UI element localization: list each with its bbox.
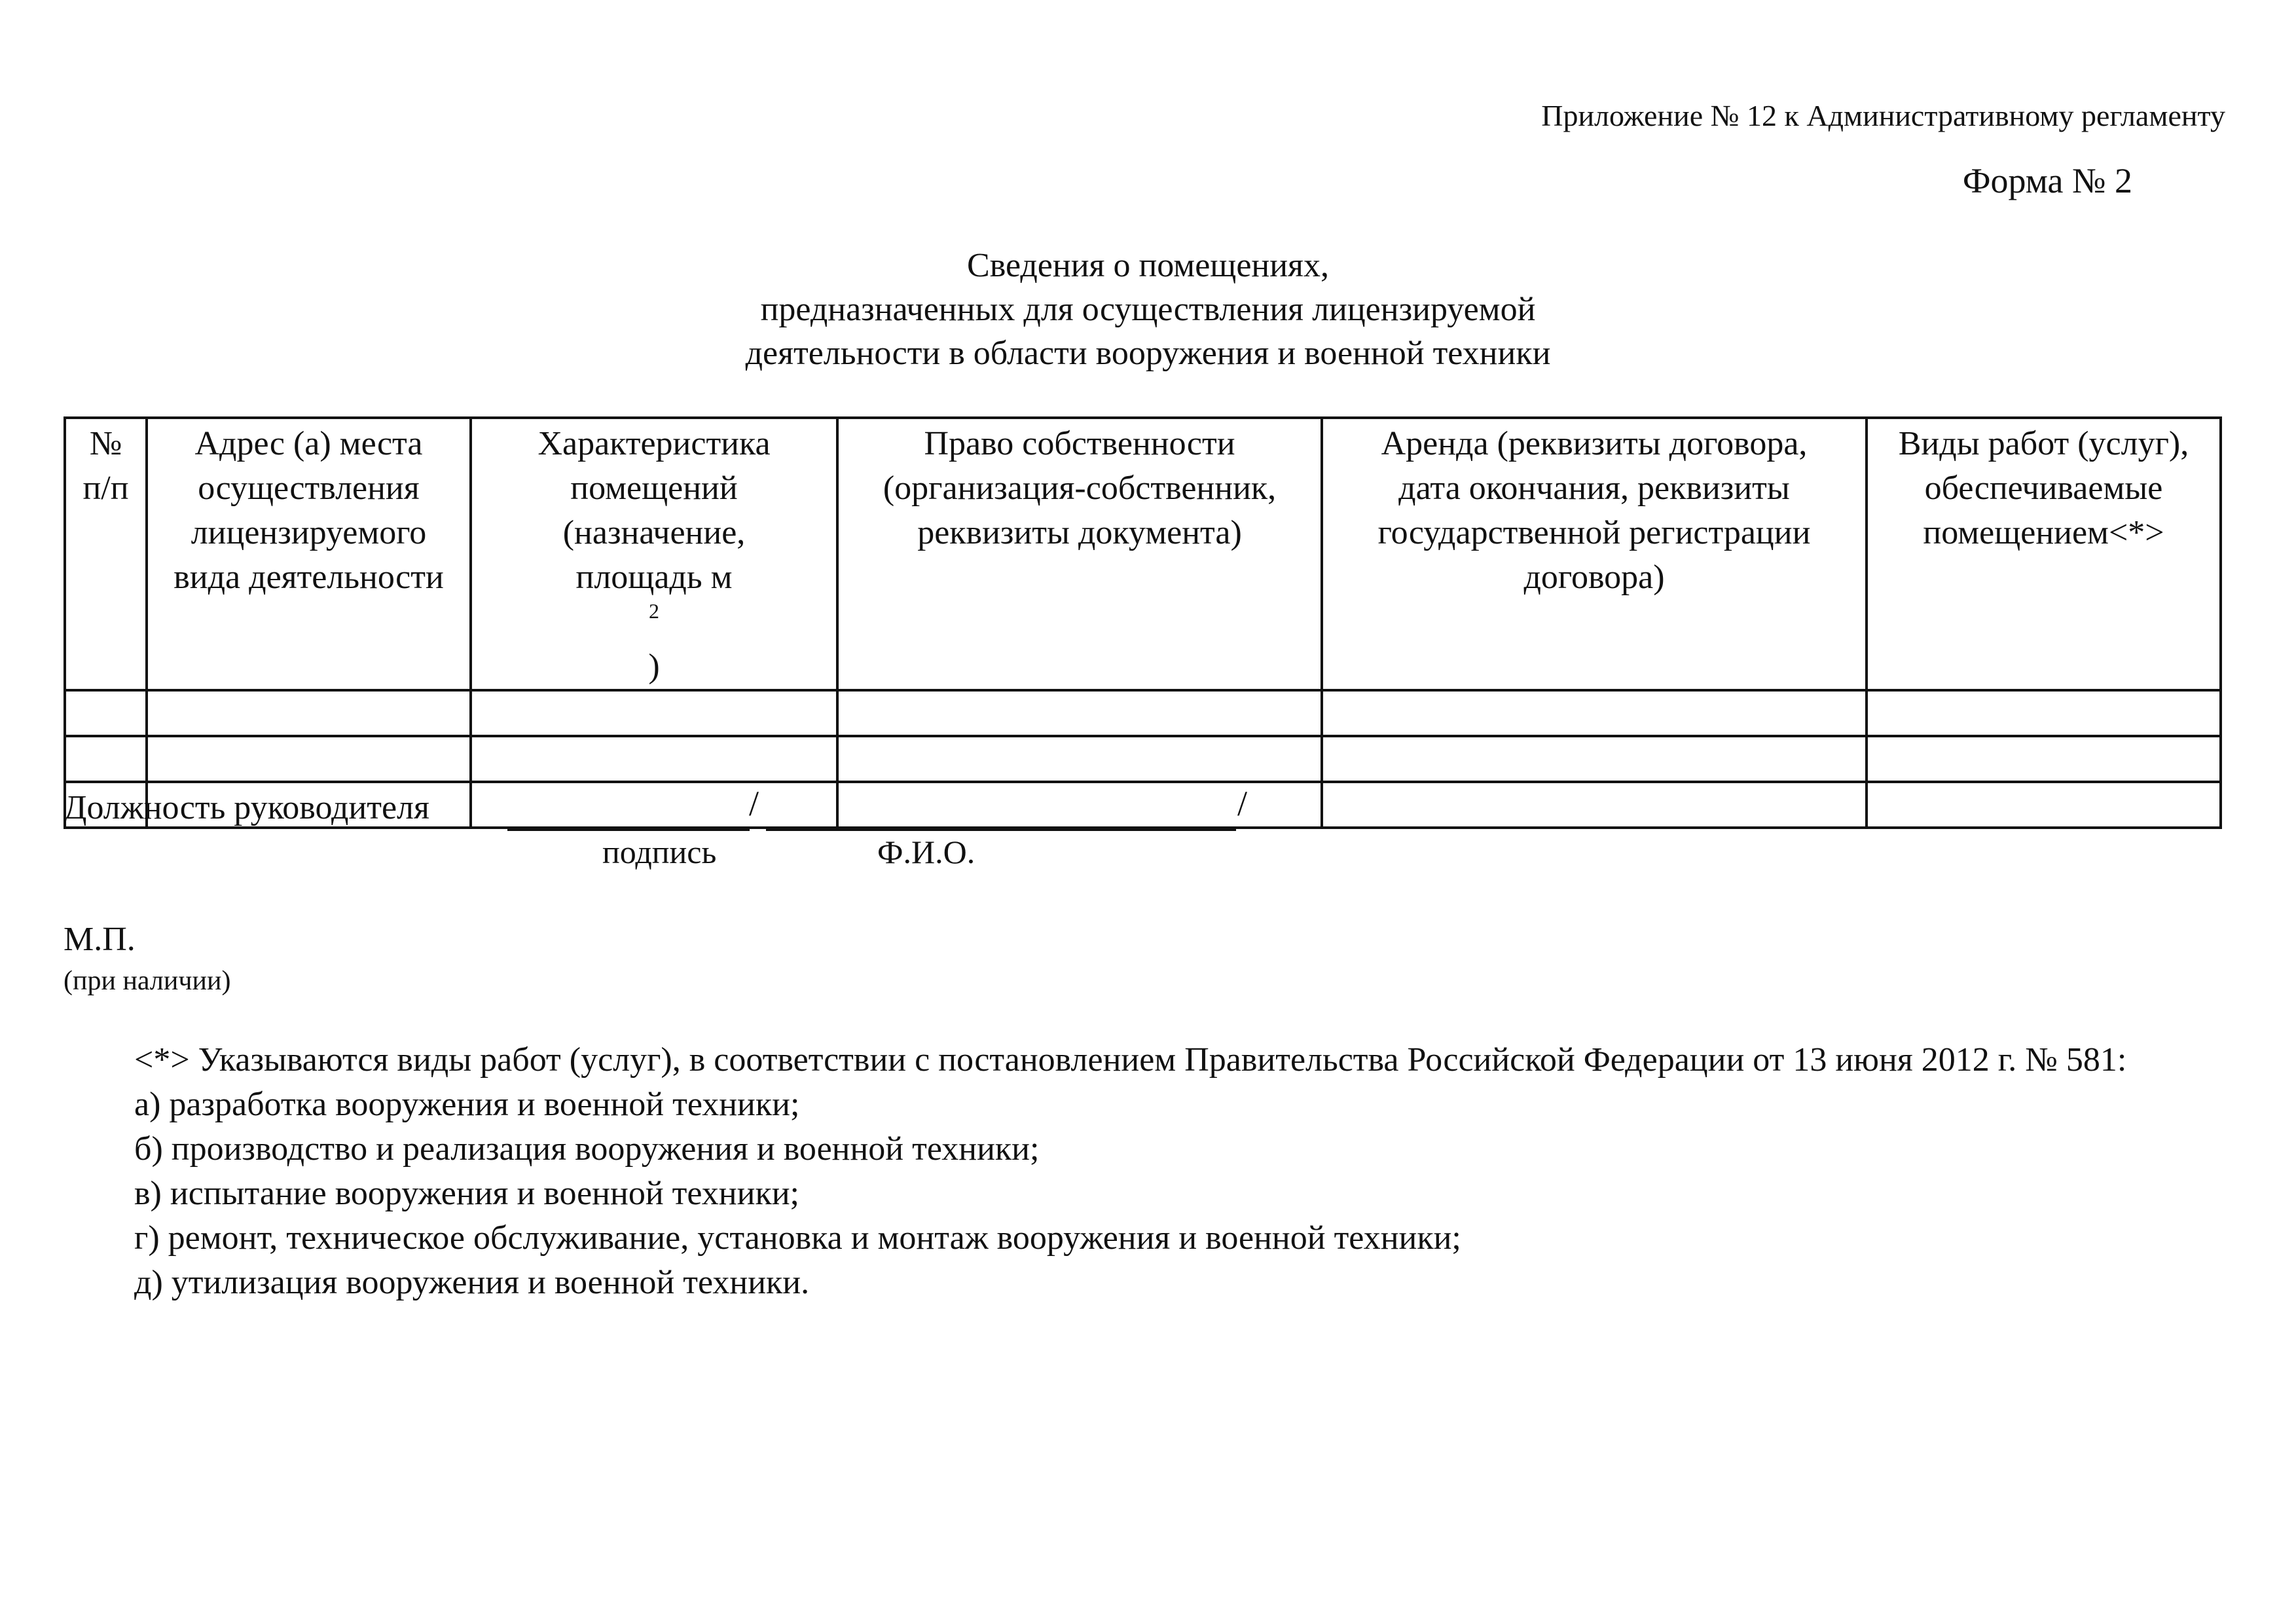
footnote-intro: <*> Указываются виды работ (услуг), в соответствии с постановлением Правительства Российской Федерации от 13 июня 2012 г. № 581:: [134, 1041, 2127, 1079]
footnote: [64, 1038, 2219, 1305]
column-header-address: Адрес (а) места осуществления лицензируемого вида деятельности: [147, 418, 471, 690]
title-line: Сведения о помещениях,: [967, 247, 1329, 284]
name-field[interactable]: [766, 829, 1236, 831]
signature-field[interactable]: [507, 829, 750, 831]
column-header-lease: Аренда (реквизиты договора, дата окончания, реквизиты государственной регистрации договора): [1322, 418, 1867, 690]
name-caption: Ф.И.О.: [877, 834, 975, 870]
table-header-row: [65, 418, 2221, 690]
appendix-reference: Приложение № 12 к Административному регламенту: [1541, 99, 2225, 132]
form-number: Форма № 2: [1962, 161, 2132, 200]
stamp-label: М.П.: [64, 921, 136, 958]
table-cell[interactable]: [837, 782, 1322, 828]
separator-slash: /: [749, 784, 759, 823]
list-item: д) утилизация вооружения и военной техники.: [134, 1264, 810, 1301]
title-line: предназначенных для осуществления лицензируемой: [760, 291, 1536, 328]
column-header-ownership: Право собственности (организация-собственник, реквизиты документа): [837, 418, 1322, 690]
table-cell[interactable]: [1867, 782, 2221, 828]
list-item: в) испытание вооружения и военной техники;: [134, 1175, 799, 1212]
table-cell[interactable]: [471, 690, 837, 736]
column-header-number: № п/п: [65, 418, 147, 690]
table-cell[interactable]: [147, 690, 471, 736]
premises-table: [64, 416, 2222, 829]
list-item: г) ремонт, техническое обслуживание, установка и монтаж вооружения и военной техники;: [134, 1219, 1461, 1257]
table-cell[interactable]: [837, 736, 1322, 782]
position-label: Должность руководителя: [64, 789, 429, 826]
table-row: [65, 690, 2221, 736]
signature-caption: подпись: [602, 834, 717, 870]
table-cell[interactable]: [471, 736, 837, 782]
stamp-note: (при наличии): [64, 966, 231, 996]
table-cell[interactable]: [837, 690, 1322, 736]
table-cell[interactable]: [1322, 736, 1867, 782]
document-title: [0, 244, 2296, 375]
table-cell[interactable]: [65, 736, 147, 782]
title-line: деятельности в области вооружения и военной техники: [745, 335, 1551, 372]
table-cell[interactable]: [147, 736, 471, 782]
list-item: а) разработка вооружения и военной техники;: [134, 1086, 800, 1123]
table-cell[interactable]: [1867, 690, 2221, 736]
table-cell[interactable]: [471, 782, 837, 828]
table-cell[interactable]: [65, 690, 147, 736]
table-cell[interactable]: [1322, 690, 1867, 736]
column-header-characteristics: Характеристика помещений (назначение, площадь м $^2$ ): [471, 418, 837, 690]
table-cell[interactable]: [1322, 782, 1867, 828]
table-row: [65, 736, 2221, 782]
table-cell[interactable]: [1867, 736, 2221, 782]
column-header-work-types: Виды работ (услуг), обеспечиваемые помещением<*>: [1867, 418, 2221, 690]
list-item: б) производство и реализация вооружения и военной техники;: [134, 1130, 1040, 1168]
separator-slash: /: [1237, 784, 1248, 823]
